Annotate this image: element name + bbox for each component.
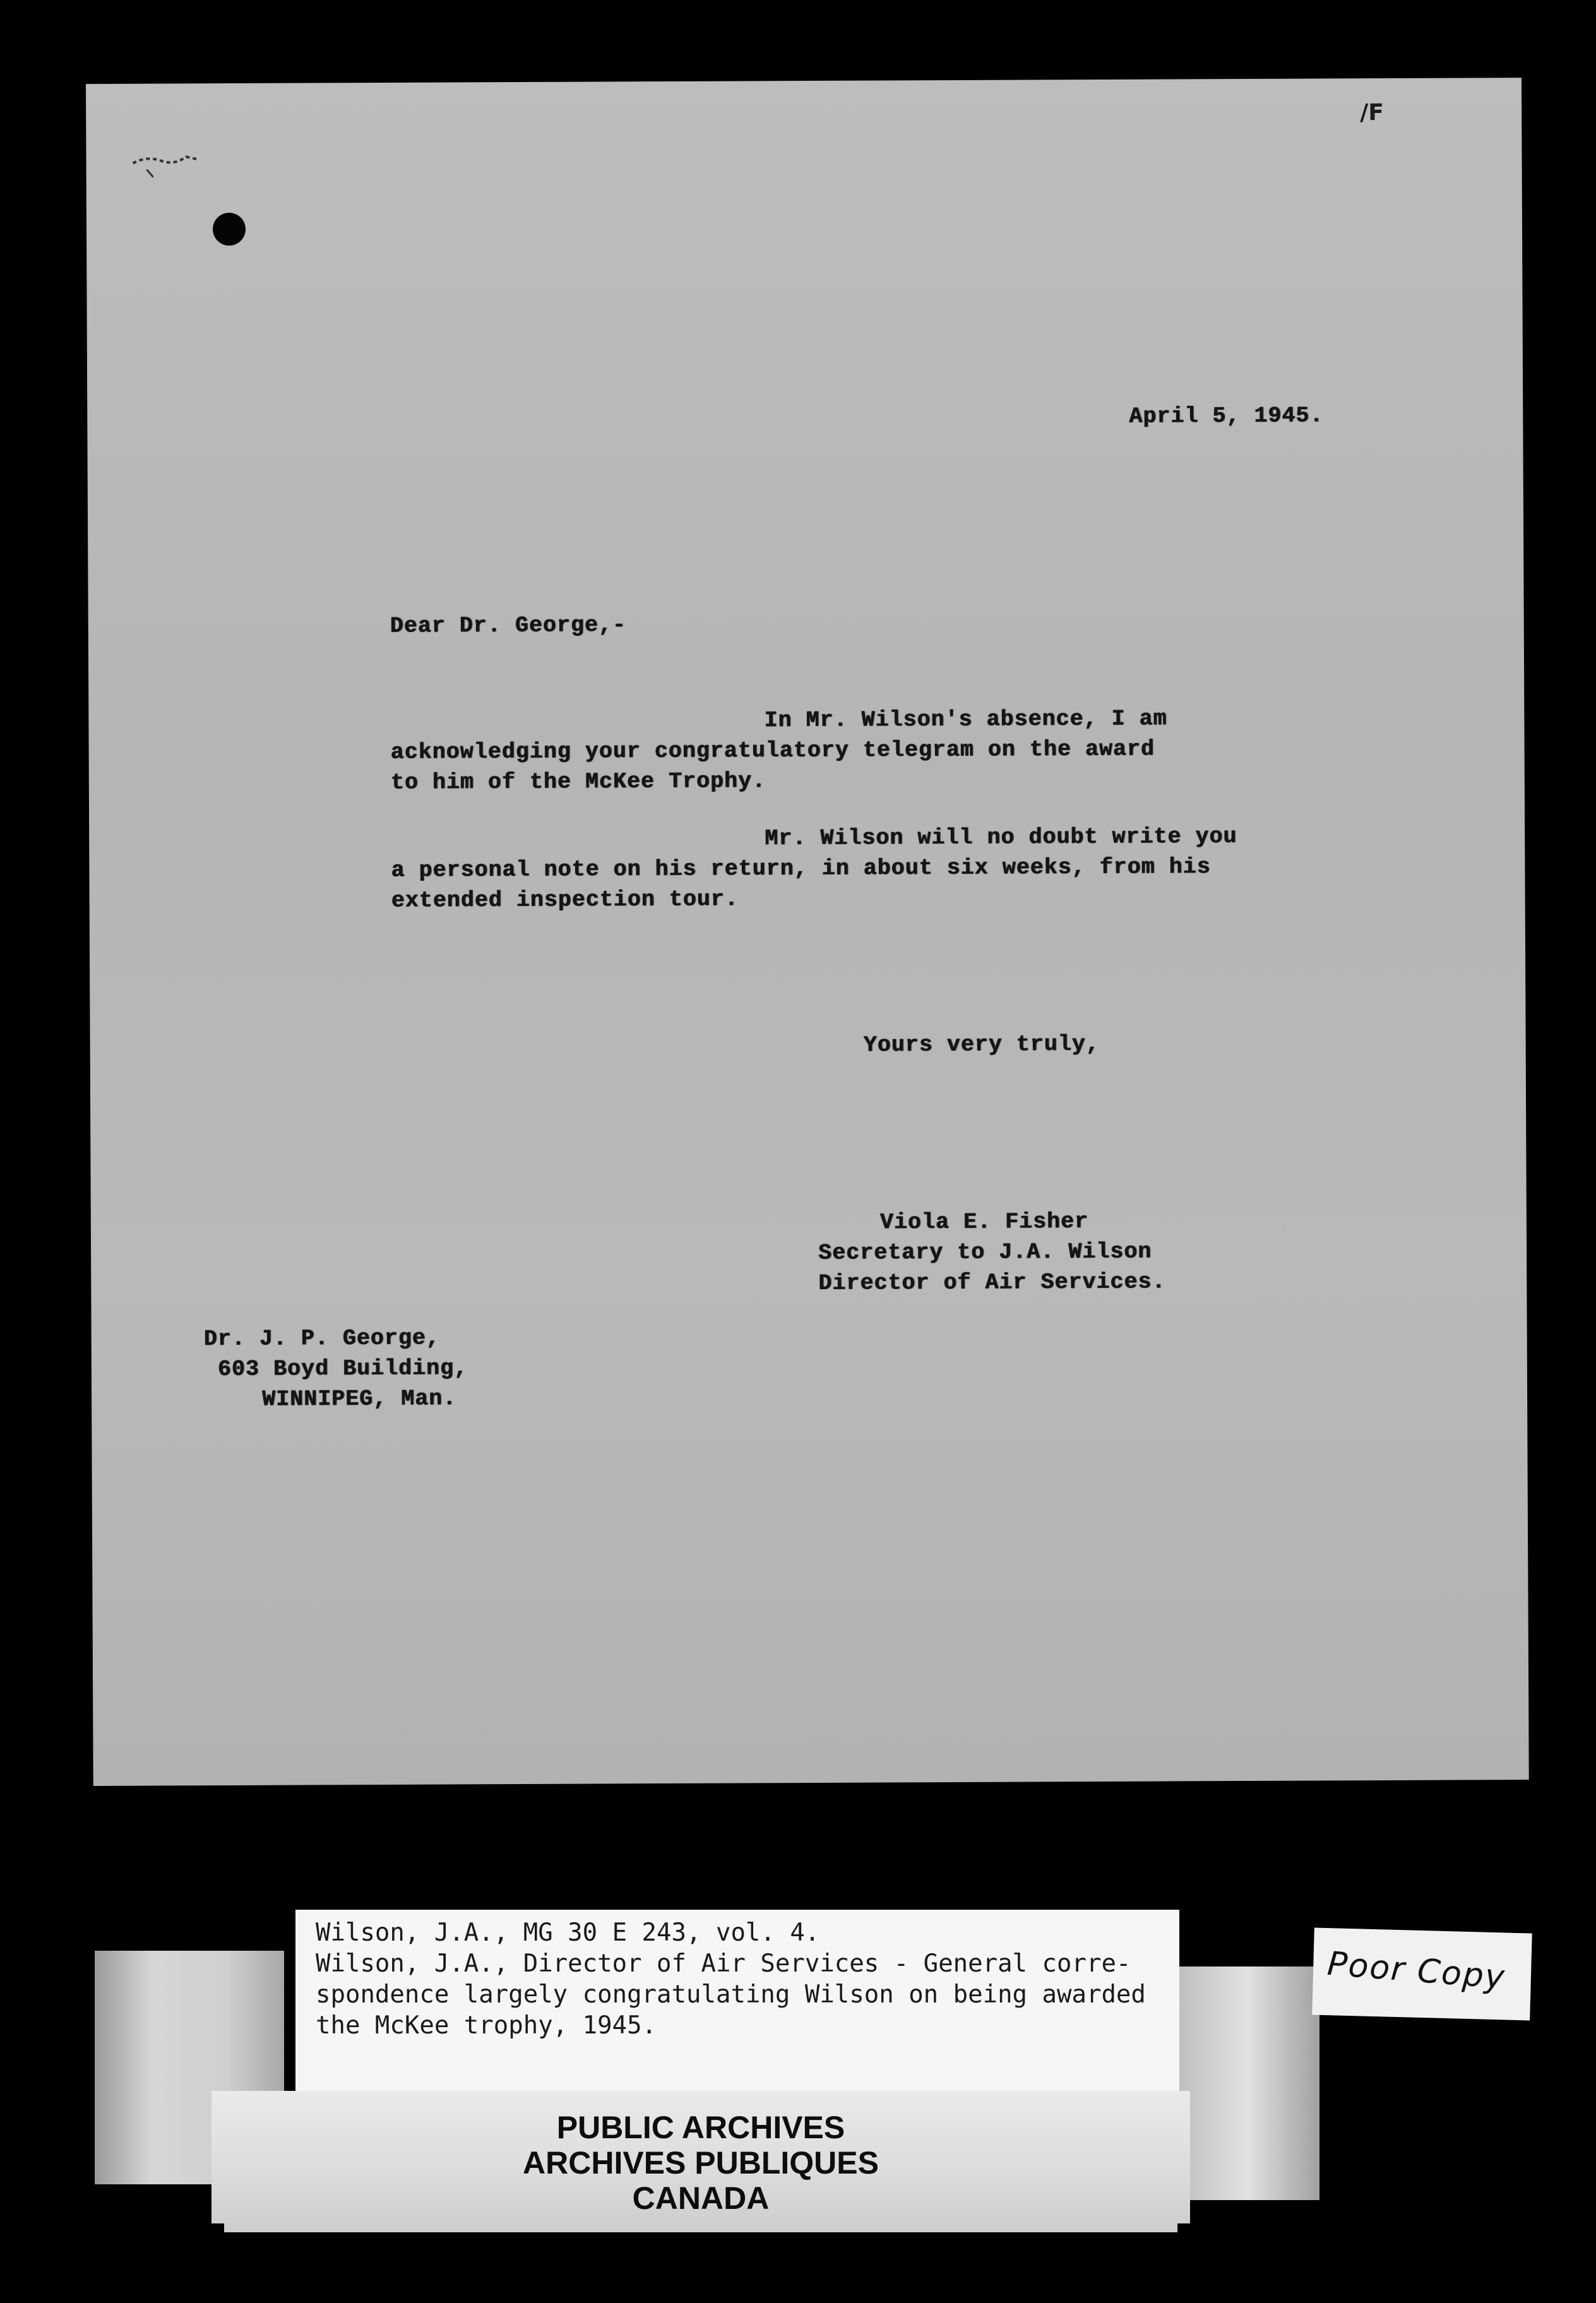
label-bottom-edge (224, 2223, 1177, 2232)
salutation: Dear Dr. George,- (390, 612, 626, 639)
archive-stamp (211, 2110, 1190, 2216)
paragraph-2-first-line: Mr. Wilson will no doubt write you (765, 824, 1237, 852)
recipient-address-line-1: Dr. J. P. George, (203, 1325, 440, 1352)
signatory-title-line-1: Secretary to J.A. Wilson (818, 1239, 1152, 1266)
archive-stamp-strip (211, 2091, 1190, 2223)
corner-scribble-mark (128, 144, 203, 185)
punch-hole (213, 213, 246, 246)
letter-date: April 5, 1945. (1129, 403, 1324, 429)
stamp-line-1: PUBLIC ARCHIVES (556, 2110, 845, 2145)
paragraph-1-body: acknowledging your congratulatory telegram on the award to him of the McKee Trophy. (390, 736, 1155, 795)
signatory-title-line-2: Director of Air Services. (818, 1269, 1166, 1296)
archive-description-text: Wilson, J.A., MG 30 E 243, vol. 4. Wilson, J.A., Director of Air Services - General corre- spondence largely congratulating Wilson on being awarded the McKee trophy, 1945. (316, 1919, 1146, 2040)
poor-copy-handwriting: Poor Copy (1326, 1944, 1507, 1997)
stamp-line-2: ARCHIVES PUBLIQUES (523, 2145, 879, 2181)
recipient-address-line-2: 603 Boyd Building, (217, 1355, 468, 1383)
paragraph-2-body: a personal note on his return, in about six weeks, from his extended inspection tour. (391, 854, 1211, 913)
signatory-name: Viola E. Fisher (879, 1209, 1089, 1235)
archive-description-label (295, 1910, 1179, 2098)
closing: Yours very truly, (863, 1032, 1100, 1058)
letter-sheet (86, 78, 1529, 1786)
folder-tab-right (1174, 1967, 1319, 2200)
recipient-address-line-3: WINNIPEG, Man. (262, 1386, 457, 1412)
page-number: /F (1360, 100, 1385, 126)
stamp-line-3: CANADA (632, 2181, 770, 2216)
poor-copy-note (1312, 1928, 1532, 2021)
paragraph-1-first-line: In Mr. Wilson's absence, I am (764, 706, 1167, 734)
